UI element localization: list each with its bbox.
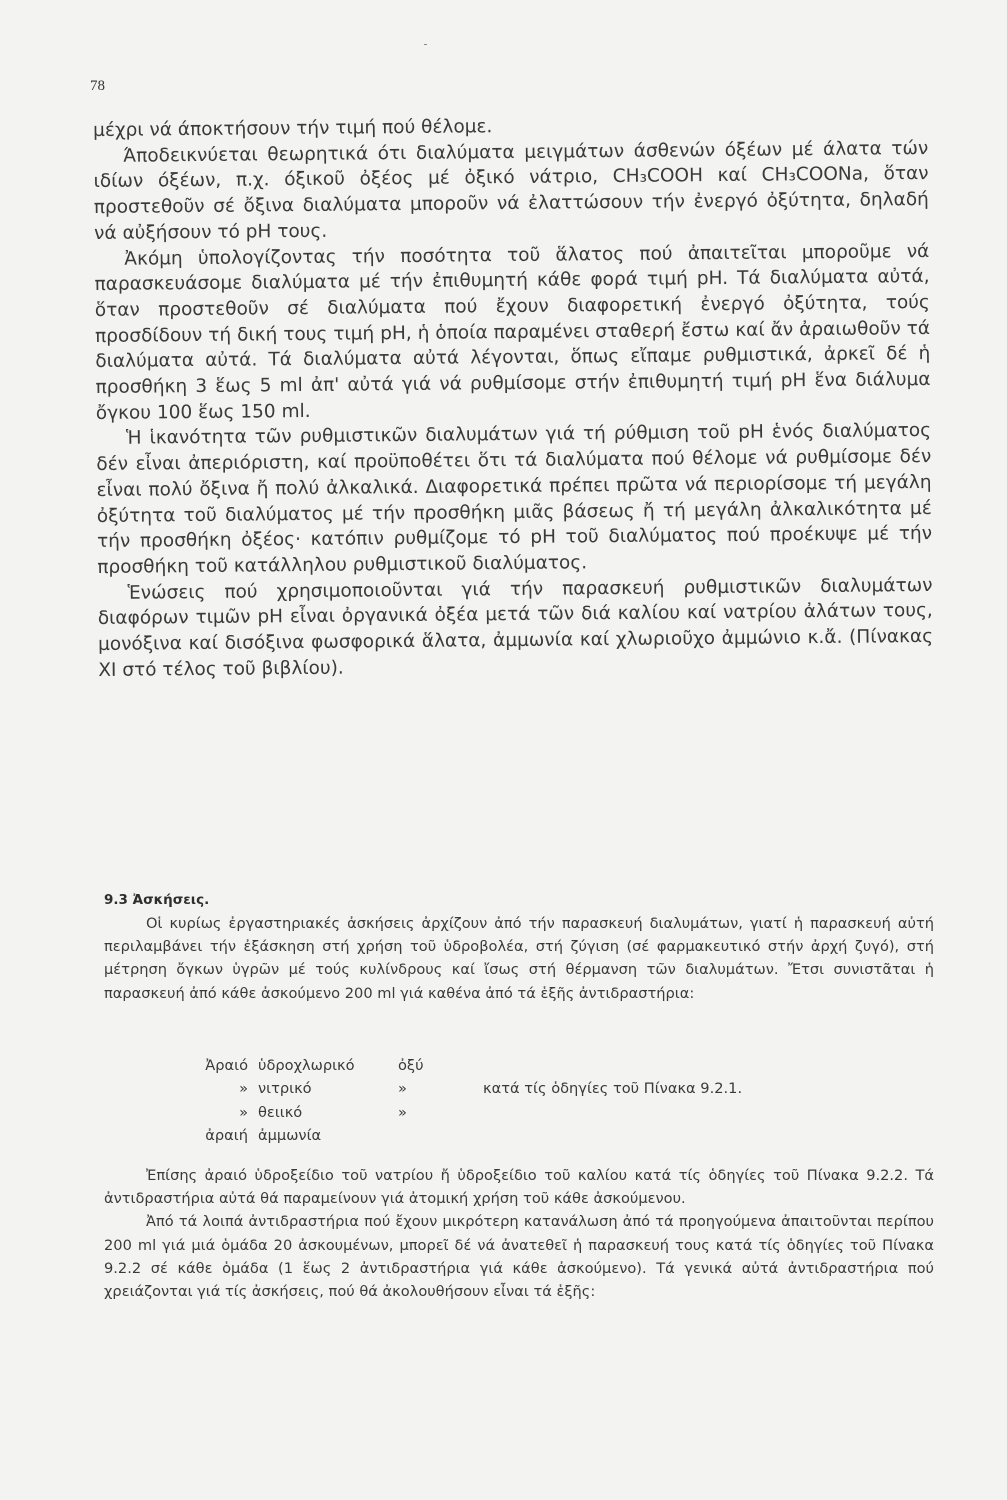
section-intro — [104, 912, 934, 1005]
paragraph: Ἀκόμη ὑπολογίζοντας τήν ποσότητα τοῦ ἅλατος πού ἀπαιτεῖται μποροῦμε νά παρασκευάσομε διαλύματα μέ τήν ἐπιθυμητή κάθε φορά τιμή pH. Τά διαλύματα αὐτά, ὅταν προστεθοῦν σέ διαλύματα πού ἔχουν διαφορετική ἐνεργό ὀξύτητα, τούς προσδίδουν τή δική τους τιμή pH, ἡ ὁποία παραμένει σταθερή ἔστω καί ἄν ἀραιωθοῦν τά διαλύματα αὐτά. Τά διαλύματα αὐτά λέγονται, ὅπως εἴπαμε ρυθμιστικά, ἀρκεῖ δέ ἡ προσθήκη 3 ἕως 5 ml ἀπ' αὐτά γιά νά ρυθμίσομε στήν ἐπιθυμητή τιμή pH ἕνα διάλυμα ὄγκου 100 ἕως 150 ml. — [94, 240, 931, 424]
reagent-name: θειικό — [258, 1103, 303, 1121]
reagent-row — [170, 1101, 910, 1124]
paragraph: μέχρι νά άποκτήσουν τήν τιμή πού θέλομε. — [93, 116, 493, 141]
reagent-name: ὑδροχλωρικό — [258, 1057, 355, 1074]
reagent-name: νιτρικό — [258, 1080, 312, 1098]
reagent-qualifier: Ἀραιό — [205, 1057, 248, 1074]
page-number: 78 — [90, 78, 105, 94]
reagent-type: ὀξύ — [398, 1057, 424, 1074]
paragraph: Ἡ ἱκανότητα τῶν ρυθμιστικῶν διαλυμάτων γιά τή ρύθμιση τοῦ pH ἑνός διαλύματος δέν εἶναι ἀπεριόριστη, καί προϋποθέτει ὅτι τά διαλύματα πού θέλομε νά ρυθμίσομε δέν εἶναι πολύ ὄξινα ἤ πολύ ἀλκαλικά. Διαφορετικά πρέπει πρῶτα νά περιορίσομε τή μεγάλη ὀξύτητα τοῦ διαλύματος μέ τήν προσθήκη μιᾶς βάσεως ἤ τή μεγάλη ἀλκαλικότητα μέ τήν προσθήκη ὀξέος· κατόπιν ρυθμίζομε τό pH τοῦ διαλύματος πού προέκυψε μέ τήν προσθήκη τοῦ κατάλληλου ρυθμιστικοῦ διαλύματος. — [96, 420, 933, 578]
paragraph: Ἐπίσης ἀραιό ὑδροξείδιο τοῦ νατρίου ἤ ὑδροξείδιο τοῦ καλίου κατά τίς ὁδηγίες τοῦ Πίνακα 9.2.2. Τά ἀντιδραστήρια αὐτά θά παραμείνουν γιά ἀτομική χρήση τοῦ κάθε ἀσκούμενου. — [104, 1167, 934, 1208]
reagent-qualifier: ἀραιή — [205, 1126, 248, 1144]
section-heading: 9.3 Ἀσκήσεις. — [104, 892, 210, 908]
reagent-list — [170, 1054, 910, 1147]
reagent-type: » — [398, 1080, 407, 1098]
body-text-upper — [93, 110, 933, 683]
section-body — [104, 1164, 934, 1303]
reagent-row — [170, 1054, 910, 1077]
reagent-qualifier: » — [239, 1080, 248, 1098]
paragraph: Ἑνώσεις πού χρησιμοποιοῦνται γιά τήν παρασκευή ρυθμιστικῶν διαλυμάτων διαφόρων τιμῶν pH εἶναι ὀργανικά ὀξέα μετά τῶν διά καλίου καί νατρίου ἀλάτων τους, μονόξινα καί δισόξινα φωσφορικά ἅλατα, ἀμμωνία καί χλωριοῦχο ἀμμώνιο κ.ἄ. (Πίνακας XI στό τέλος τοῦ βιβλίου). — [97, 574, 934, 681]
paragraph: Ἀπό τά λοιπά ἀντιδραστήρια πού ἔχουν μικρότερη κατανάλωση ἀπό τά προηγούμενα ἀπαιτοῦνται περίπου 200 ml γιά μιά ὁμάδα 20 ἀσκουμένων, μπορεῖ δέ νά ἀνατεθεῖ ἡ παρασκευή τους κατά τίς ὁδηγίες τοῦ Πίνακα 9.2.2 σέ κάθε ὁμάδα (1 ἕως 2 ἀντιδραστήρια γιά κάθε ἀσκούμενο). Τά γενικά αὐτά ἀντιδραστήρια πού χρειάζονται γιά τίς ἀσκήσεις, πού θά ἀκολουθήσουν εἶναι τά ἑξῆς: — [104, 1213, 934, 1301]
scan-mark — [424, 44, 427, 45]
paragraph: Οἱ κυρίως ἐργαστηριακές ἀσκήσεις ἀρχίζουν ἀπό τήν παρασκευή διαλυμάτων, γιατί ἡ παρασκευή αὐτή περιλαμβάνει τήν ἐξάσκηση στή χρήση τοῦ ὑδροβολέα, στή ζύγιση (σέ φαρμακευτικό στήν ἀρχή ζυγό), στή μέτρηση ὄγκων ὑγρῶν μέ τούς κυλίνδρους καί ἴσως στή θέρμανση τῶν διαλυμάτων. Ἔτσι συνιστᾶται ἡ παρασκευή ἀπό κάθε ἀσκούμενο 200 ml γιά καθένα ἀπό τά ἑξῆς ἀντιδραστήρια: — [104, 915, 934, 1002]
reagent-note: κατά τίς ὁδηγίες τοῦ Πίνακα 9.2.1. — [483, 1080, 743, 1097]
reagent-row — [170, 1124, 910, 1147]
paragraph: Άποδεικνύεται θεωρητικά ότι διαλύματα μειγμάτων άσθενών όξέων μέ άλατα τών ιδίων όξέων, π.χ. όξικοῦ ὀξέος μέ ὀξικό νάτριο, CH₃COOH καί CH₃COONa, ὅταν προστεθοῦν σέ ὄξινα διαλύματα μποροῦν νά ἐλαττώσουν τήν ἐνεργό ὀξύτητα, δηλαδή νά αὐξήσουν τό pH τους. — [93, 137, 929, 244]
reagent-qualifier: » — [239, 1103, 248, 1121]
reagent-name: ἀμμωνία — [258, 1126, 322, 1144]
reagent-type: » — [398, 1103, 407, 1121]
